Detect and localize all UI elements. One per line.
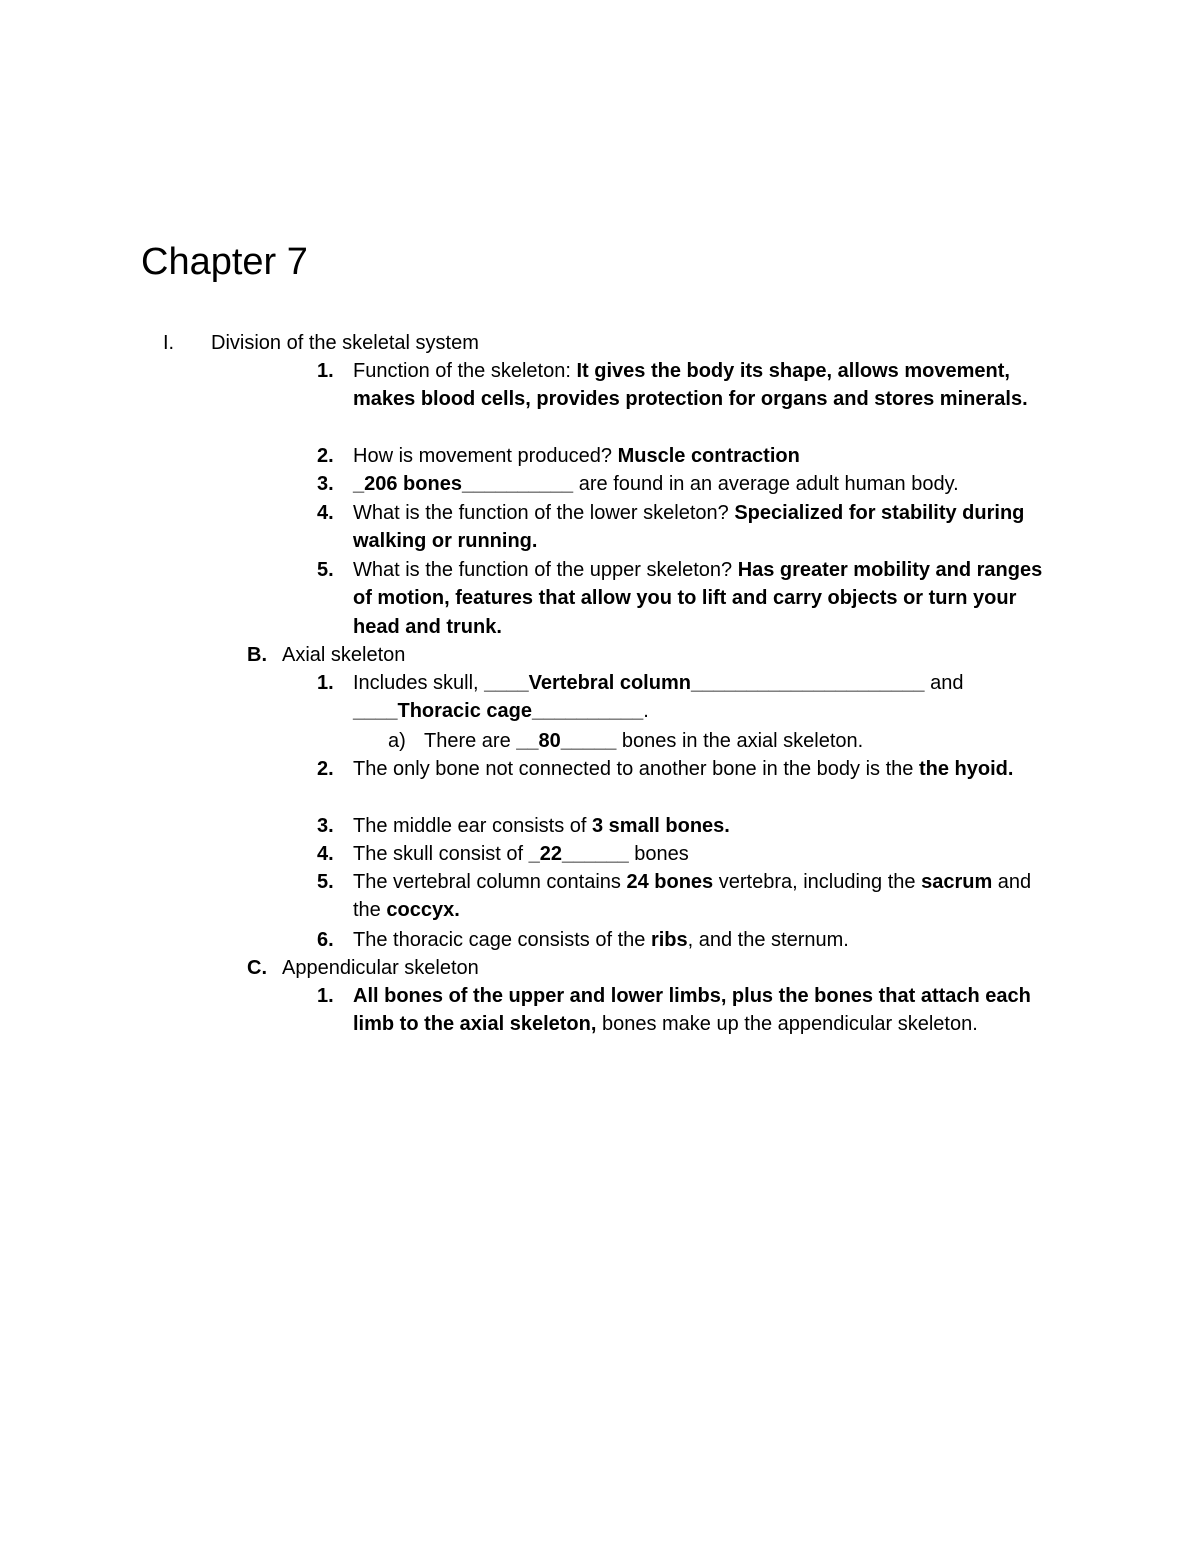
item-suffix: are found in an average adult human body.	[573, 473, 959, 495]
item-answer-2: ____Thoracic cage__________	[353, 700, 644, 723]
section-i-marker: I.	[163, 332, 175, 354]
item-answer: the hyoid.	[918, 758, 1014, 780]
section-c-marker: C.	[247, 957, 267, 979]
item-answer: ____Vertebral column_____________________	[484, 672, 925, 694]
item-answer: 24 bones	[626, 871, 714, 893]
list-item	[353, 499, 1053, 556]
sub-item	[424, 727, 1044, 755]
list-number: 1.	[317, 985, 334, 1007]
section-i-heading: Division of the skeletal system	[211, 332, 479, 354]
item-suffix: bones	[628, 843, 689, 865]
list-number: 4.	[317, 502, 334, 524]
item-prefix: The thoracic cage consists of the	[353, 929, 651, 951]
item-prefix: The vertebral column contains	[353, 871, 627, 893]
list-number: 2.	[317, 758, 334, 780]
item-answer: _22______	[528, 843, 629, 865]
list-item	[353, 868, 1053, 925]
list-item	[353, 669, 1053, 726]
item-prefix: Includes skull,	[353, 672, 485, 694]
item-prefix: The middle ear consists of	[353, 815, 592, 837]
item-answer: Muscle contraction	[617, 445, 800, 467]
list-item	[353, 755, 1053, 783]
item-prefix: There are	[424, 730, 517, 752]
sub-item-marker: a)	[388, 730, 406, 752]
list-number: 5.	[317, 559, 334, 581]
item-answer: Has greater mobility and ranges of motion, features that allow you to lift and carry objects or turn your head and trunk.	[353, 559, 1043, 638]
list-item	[353, 926, 1053, 954]
list-item	[353, 812, 1053, 840]
list-item	[353, 840, 1053, 868]
list-number: 2.	[317, 445, 334, 467]
section-b-heading: Axial skeleton	[282, 644, 406, 666]
list-item	[353, 982, 1053, 1039]
item-answer: 3 small bones.	[592, 815, 730, 837]
list-item	[353, 470, 1053, 498]
item-suffix: bones in the axial skeleton.	[616, 730, 864, 752]
section-b-marker: B.	[247, 644, 267, 666]
item-answer: __80_____	[516, 730, 617, 752]
item-mid: and	[924, 672, 964, 694]
list-number: 1.	[317, 672, 334, 694]
list-number: 4.	[317, 843, 334, 865]
list-item	[353, 357, 1053, 414]
item-prefix: What is the function of the lower skeleton?	[353, 502, 735, 524]
section-c-heading: Appendicular skeleton	[282, 957, 479, 979]
item-mid-2: and the	[353, 871, 1032, 922]
list-number: 3.	[317, 815, 334, 837]
item-answer: ribs	[650, 929, 688, 951]
item-answer-3: coccyx.	[386, 899, 460, 922]
item-suffix: , and the sternum.	[687, 929, 849, 951]
item-prefix: Function of the skeleton:	[353, 360, 577, 382]
item-end: .	[643, 700, 649, 723]
page-title: Chapter 7	[141, 241, 308, 283]
item-answer-2: sacrum	[921, 871, 993, 893]
item-prefix: The only bone not connected to another bone in the body is the	[353, 758, 919, 780]
item-answer: _206 bones__________	[353, 473, 574, 495]
item-prefix: The skull consist of	[353, 843, 529, 865]
list-number: 5.	[317, 871, 334, 893]
list-number: 6.	[317, 929, 334, 951]
item-suffix: bones make up the appendicular skeleton.	[596, 1013, 978, 1036]
list-number: 3.	[317, 473, 334, 495]
list-item	[353, 556, 1053, 641]
list-item	[353, 442, 1053, 470]
item-prefix: How is movement produced?	[353, 445, 618, 467]
item-answer: All bones of the upper and lower limbs, plus the bones that attach each limb to the axial skeleton,	[353, 985, 1031, 1036]
item-answer: Specialized for stability during walking or running.	[353, 502, 1025, 553]
item-mid: vertebra, including the	[713, 871, 922, 893]
item-prefix: What is the function of the upper skeleton?	[353, 559, 738, 581]
list-number: 1.	[317, 360, 334, 382]
item-answer: It gives the body its shape, allows movement, makes blood cells, provides protection for organs and stores minerals.	[353, 360, 1028, 411]
